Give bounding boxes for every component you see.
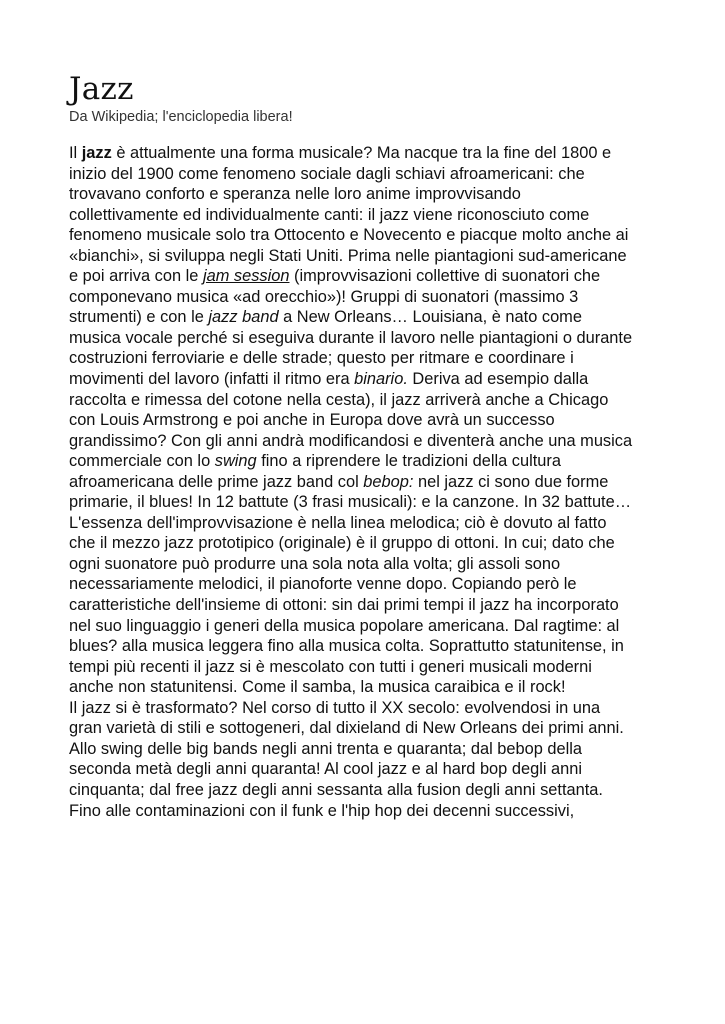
text-line: costruzioni ferroviarie e delle strade; questo per ritmare e coordinare i (69, 349, 574, 368)
text-line: grandissimo? Con gli anni andrà modificandosi e diventerà anche una musica (69, 431, 633, 450)
italic-term-jazz-band: jazz band (208, 308, 279, 327)
page-title: Jazz (69, 71, 134, 107)
text-line: afroamericana delle prime jazz band col bebop: nel jazz ci sono due forme (69, 472, 609, 491)
text-line: «bianchi», si sviluppa negli Stati Uniti. Prima nelle piantagioni sud-americane (69, 246, 627, 265)
text-line: gran varietà di stili e sottogeneri, dal dixieland di New Orleans dei primi anni. (69, 719, 624, 738)
jam-session-link[interactable]: jam session (202, 267, 290, 286)
page-subtitle: Da Wikipedia; l'enciclopedia libera! (69, 109, 293, 125)
text-line: tempi più recenti il jazz si è mescolato con tutti i generi musicali moderni (69, 657, 592, 676)
text-line: blues? alla musica leggera fino alla musica colta. Soprattutto statunitense, in (69, 637, 624, 656)
text-line: strumenti) e con le jazz band a New Orleans… Louisiana, è nato come (69, 308, 582, 327)
bold-term-jazz: jazz (81, 144, 112, 162)
text-line: con Louis Armstrong e poi anche in Europa dove avrà un successo (69, 411, 555, 430)
text-line: raccolta e rimessa del cotone nella cesta), il jazz arriverà anche a Chicago (69, 390, 609, 409)
text-line: e poi arriva con le jam session (improvvisazioni collettive di suonatori che (69, 267, 601, 286)
text-line: movimenti del lavoro (infatti il ritmo era binario. Deriva ad esempio dalla (69, 370, 589, 389)
text-line: anche non statunitensi. Come il samba, la musica caraibica e il rock! (69, 678, 566, 697)
text-line: collettivamente ed individualmente canti: il jazz viene riconosciuto come (69, 205, 590, 224)
paragraph-intro (69, 143, 669, 698)
text-line: caratteristiche dell'insieme di ottoni: sin dai primi tempi il jazz ha incorporato (69, 596, 619, 615)
text-line: commerciale con lo swing fino a riprendere le tradizioni della cultura (69, 452, 561, 471)
text-line: primarie, il blues! In 12 battute (3 frasi musicali): e la canzone. In 32 battute… (69, 493, 632, 512)
text-line: seconda metà degli anni quaranta! Al cool jazz e al hard bop degli anni (69, 760, 583, 779)
text-line: Il jazz è attualmente una forma musicale? Ma nacque tra la fine del 1800 e (69, 144, 612, 162)
text-line: necessariamente melodici, il pianoforte venne dopo. Copiando però le (69, 575, 577, 594)
text-line: Allo swing delle big bands negli anni trenta e quaranta; dal bebop della (69, 739, 583, 758)
article (69, 72, 669, 821)
text-line: nel suo linguaggio i generi della musica popolare americana. Dal ragtime: al (69, 616, 620, 635)
italic-term-swing: swing (214, 452, 257, 471)
text-line: fenomeno musicale solo tra Ottocento e Novecento e piacque molto anche ai (69, 226, 629, 245)
text-line: inizio del 1900 come fenomeno sociale dagli schiavi afroamericani: che (69, 164, 585, 183)
text-line: cinquanta; dal free jazz degli anni sessanta alla fusion degli anni settanta. (69, 780, 603, 799)
italic-term-binario: binario. (354, 370, 408, 389)
text-line: L'essenza dell'improvvisazione è nella linea melodica; ciò è dovuto al fatto (69, 513, 607, 532)
text-line: Fino alle contaminazioni con il funk e l'hip hop dei decenni successivi, (69, 801, 575, 820)
text-line: ogni suonatore può produrre una sola nota alla volta; gli assoli sono (69, 554, 561, 573)
text-line: musica vocale perché si eseguiva durante il lavoro nelle piantagioni o durante (69, 328, 633, 347)
text-line: trovavano conforto e speranza nelle loro anime improvvisando (69, 185, 521, 204)
text-line: Il jazz si è trasformato? Nel corso di tutto il XX secolo: evolvendosi in una (69, 698, 601, 717)
paragraph-evolution (69, 698, 669, 821)
text-line: che il mezzo jazz prototipico (originale) è il gruppo di ottoni. In cui; dato che (69, 534, 615, 553)
text-line: componevano musica «ad orecchio»)! Gruppi di suonatori (massimo 3 (69, 287, 579, 306)
italic-term-bebop: bebop: (363, 472, 414, 491)
